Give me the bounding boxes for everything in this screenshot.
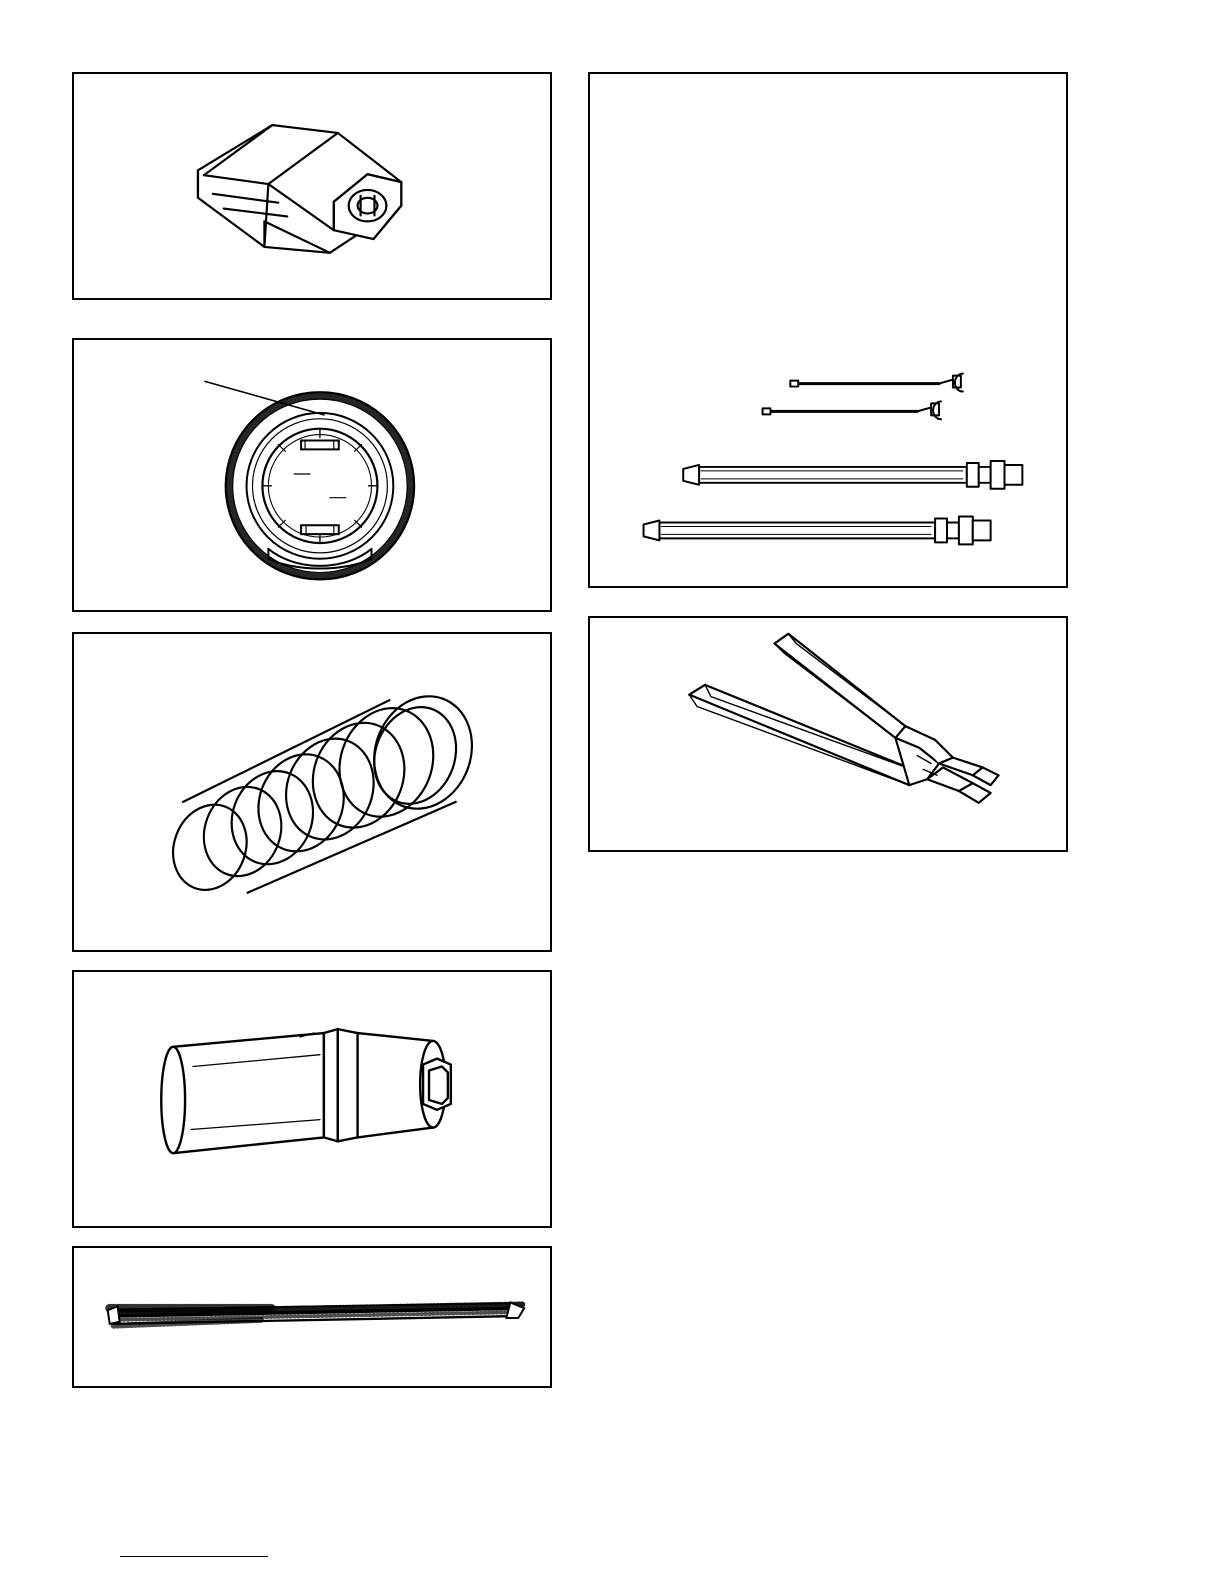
hose-and-line-set-drawing (590, 74, 1066, 586)
figure-long-handle-pliers (588, 616, 1068, 852)
clutch-hub-face-drawing (74, 340, 550, 610)
figure-hexagonal-coupler-nut (72, 72, 552, 300)
footer-rule (120, 1556, 268, 1557)
long-handle-pliers-drawing (590, 618, 1066, 850)
socket-adapter-tool-drawing (74, 972, 550, 1226)
wire-brush-rod-drawing (74, 1248, 550, 1386)
figure-wire-brush-rod (72, 1246, 552, 1388)
figure-bellows-boot (72, 632, 552, 952)
hexagonal-coupler-nut-drawing (74, 74, 550, 298)
bellows-boot-drawing (74, 634, 550, 950)
figure-socket-adapter-tool (72, 970, 552, 1228)
figure-hose-and-line-set (588, 72, 1068, 588)
figure-clutch-hub-face (72, 338, 552, 612)
